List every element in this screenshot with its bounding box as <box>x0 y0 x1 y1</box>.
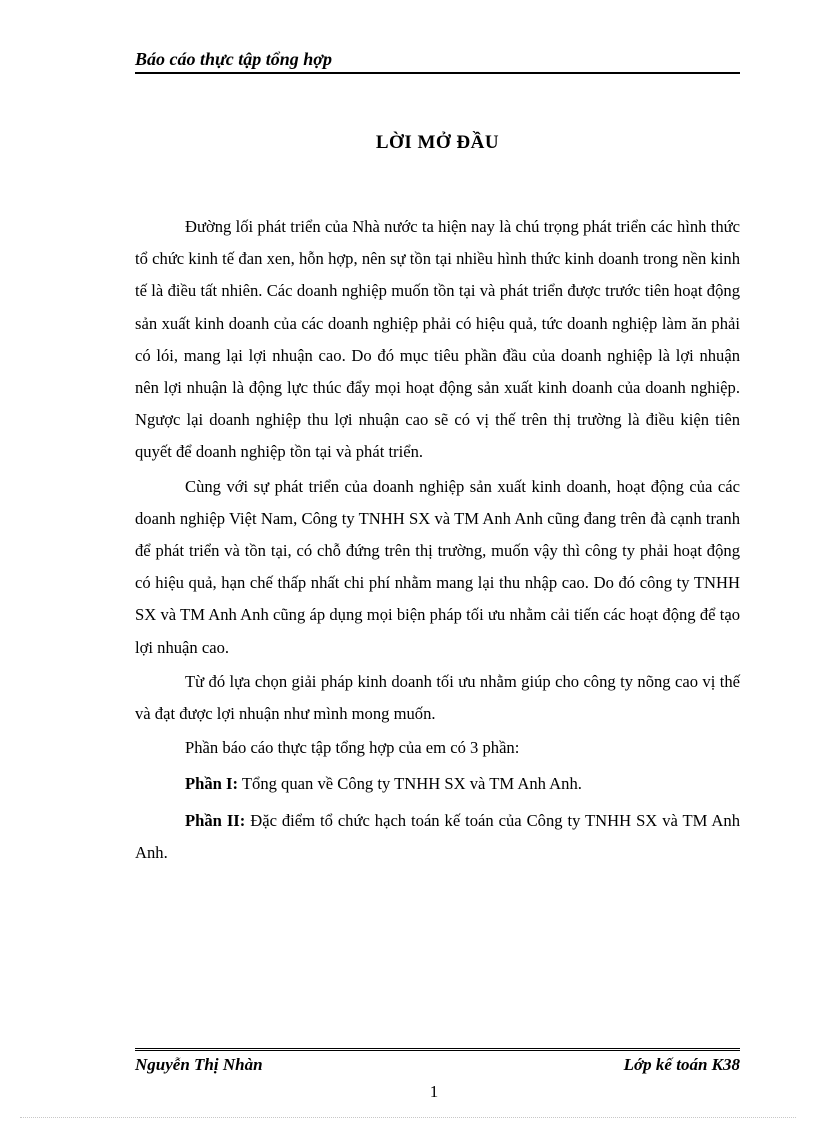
document-body <box>135 211 740 871</box>
page-footer <box>135 1055 740 1075</box>
page-edge-divider <box>20 1117 796 1118</box>
page-header <box>135 48 740 74</box>
header-title: Báo cáo thực tập tổng hợp <box>135 49 332 69</box>
paragraph: Từ đó lựa chọn giải pháp kinh doanh tối ưu nhằm giúp cho công ty nõng cao vị thế và đạt được lợi nhuận như mình mong muốn. <box>135 671 740 724</box>
document-heading: LỜI MỞ ĐẦU <box>375 132 500 153</box>
footer-author: Nguyễn Thị Nhàn <box>135 1055 263 1074</box>
paragraph: Phần báo cáo thực tập tổng hợp của em có 3 phần: <box>185 738 520 758</box>
part-label: Phần I: <box>185 774 239 794</box>
part-item <box>135 805 740 869</box>
part-label: Phần II: <box>185 810 246 830</box>
paragraph: Cùng với sự phát triển của doanh nghiệp sản xuất kinh doanh, hoạt động của các doanh nghiệp Việt Nam, Công ty TNHH SX và TM Anh Anh cũng đang trên đà cạnh tranh để phát triển và tồn tại, có chỗ đứng trên thị trường, muốn vậy thì công ty phải hoạt động có hiệu quả, hạn chế thấp nhất chi phí nhằm mang lại thu nhập cao. Do đó công ty TNHH SX và TM Anh Anh cũng áp dụng mọi biện pháp tối ưu nhằm cải tiến các hoạt động để tạo lợi nhuận cao. <box>135 476 740 657</box>
page-number: 1 <box>429 1082 439 1101</box>
footer-divider <box>135 1048 740 1052</box>
part-text: Tổng quan về Công ty TNHH SX và TM Anh Anh. <box>238 774 582 794</box>
footer-class: Lớp kế toán K38 <box>623 1055 740 1074</box>
part-text: Đặc điểm tổ chức hạch toán kế toán của Công ty TNHH SX và TM Anh Anh. <box>135 810 740 862</box>
paragraph: Đường lối phát triển của Nhà nước ta hiện nay là chú trọng phát triển các hình thức tổ chức kinh tế đan xen, hỗn hợp, nên sự tồn tại nhiều hình thức kinh doanh trong nền kinh tế là điều tất nhiên. Các doanh nghiệp muốn tồn tại và phát triển được trước tiên hoạt động sản xuất kinh doanh của các doanh nghiệp phải có hiệu quả, tức doanh nghiệp làm ăn phải có lói, mang lại lợi nhuận cao. Do đó mục tiêu phần đầu của doanh nghiệp là lợi nhuận nên lợi nhuận là động lực thúc đẩy mọi hoạt động sản xuất kinh doanh của doanh nghiệp. Ngược lại doanh nghiệp thu lợi nhuận cao sẽ có vị thế trên thị trường là điều kiện tiên quyết để doanh nghiệp tồn tại và phát triển. <box>135 217 740 462</box>
part-item <box>135 768 740 800</box>
